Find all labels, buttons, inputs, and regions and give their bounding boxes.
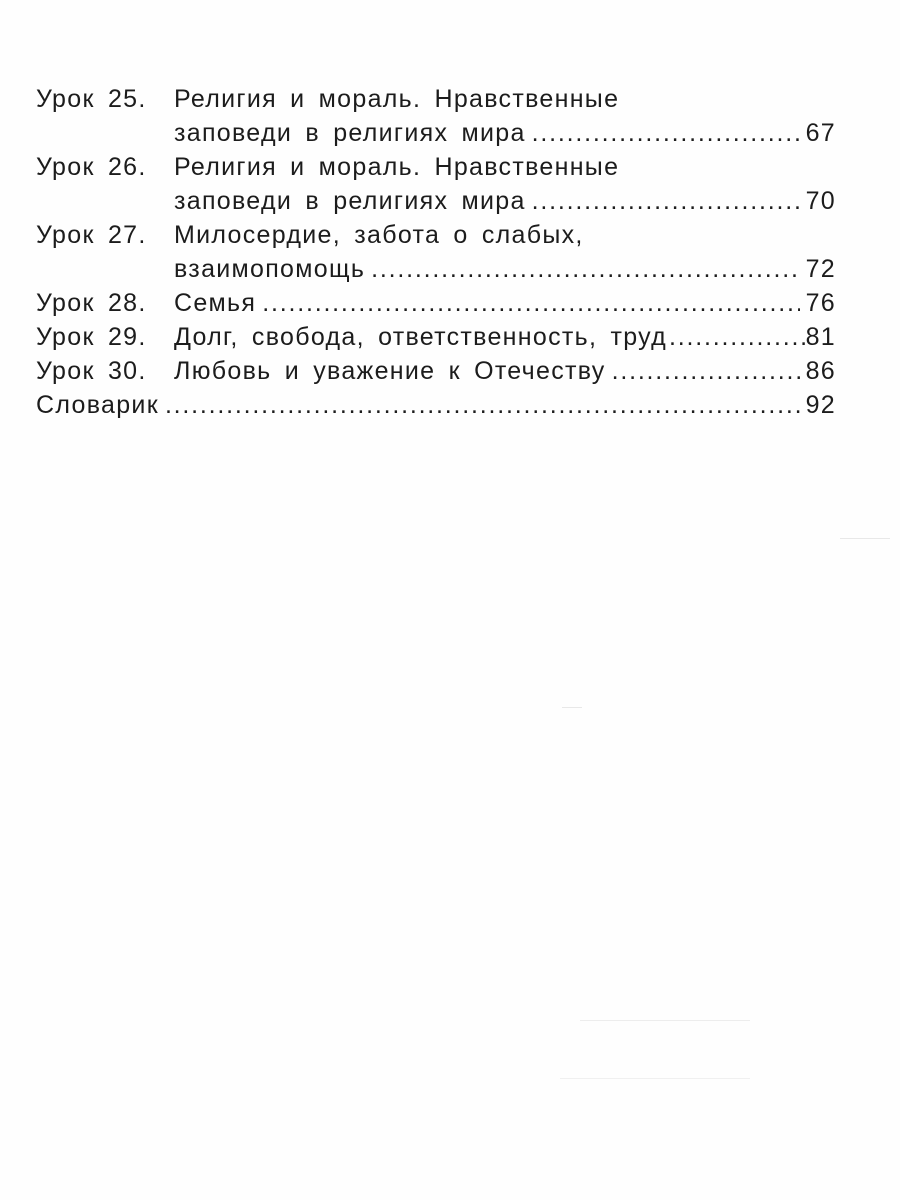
lesson-title-line: Религия и мораль. Нравственные	[174, 153, 620, 181]
scan-artifact	[580, 1020, 750, 1021]
scan-artifact	[840, 538, 890, 539]
toc-entry-glossary[interactable]	[36, 388, 836, 422]
dot-leader	[532, 116, 800, 150]
lesson-title-line: Долг, свобода, ответственность, труд	[174, 323, 667, 351]
dot-leader	[532, 184, 800, 218]
page-number: 76	[805, 289, 836, 317]
scan-artifact	[560, 1078, 750, 1079]
lesson-title-line: Семья	[174, 289, 257, 317]
toc-entry[interactable]	[36, 82, 836, 150]
lesson-number: Урок 25.	[36, 85, 147, 113]
lesson-number: Урок 30.	[36, 357, 147, 385]
glossary-title: Словарик	[36, 391, 159, 419]
page-number: 86	[805, 357, 836, 385]
toc-entry[interactable]	[36, 150, 836, 218]
dot-leader	[165, 388, 800, 422]
page-number: 72	[805, 255, 836, 283]
dot-leader	[669, 320, 806, 354]
lesson-title-line: Религия и мораль. Нравственные	[174, 85, 620, 113]
lesson-number: Урок 28.	[36, 289, 147, 317]
page-number: 81	[805, 323, 836, 351]
lesson-title-line: Любовь и уважение к Отечеству	[174, 357, 606, 385]
lesson-number: Урок 27.	[36, 221, 147, 249]
lesson-number: Урок 29.	[36, 323, 147, 351]
dot-leader	[371, 252, 799, 286]
page-number: 92	[805, 391, 836, 419]
table-of-contents	[36, 82, 836, 422]
lesson-title-line: взаимопомощь	[174, 255, 366, 283]
page-number: 67	[805, 119, 836, 147]
dot-leader	[612, 354, 800, 388]
toc-entry[interactable]	[36, 286, 836, 320]
lesson-number: Урок 26.	[36, 153, 147, 181]
dot-leader	[262, 286, 799, 320]
lesson-title-line: заповеди в религиях мира	[174, 187, 526, 215]
lesson-title-line: заповеди в религиях мира	[174, 119, 526, 147]
lesson-title-line: Милосердие, забота о слабых,	[174, 221, 584, 249]
scan-artifact	[562, 707, 582, 708]
page-number: 70	[805, 187, 836, 215]
toc-entry[interactable]	[36, 320, 836, 354]
toc-entry[interactable]	[36, 218, 836, 286]
toc-entry[interactable]	[36, 354, 836, 388]
